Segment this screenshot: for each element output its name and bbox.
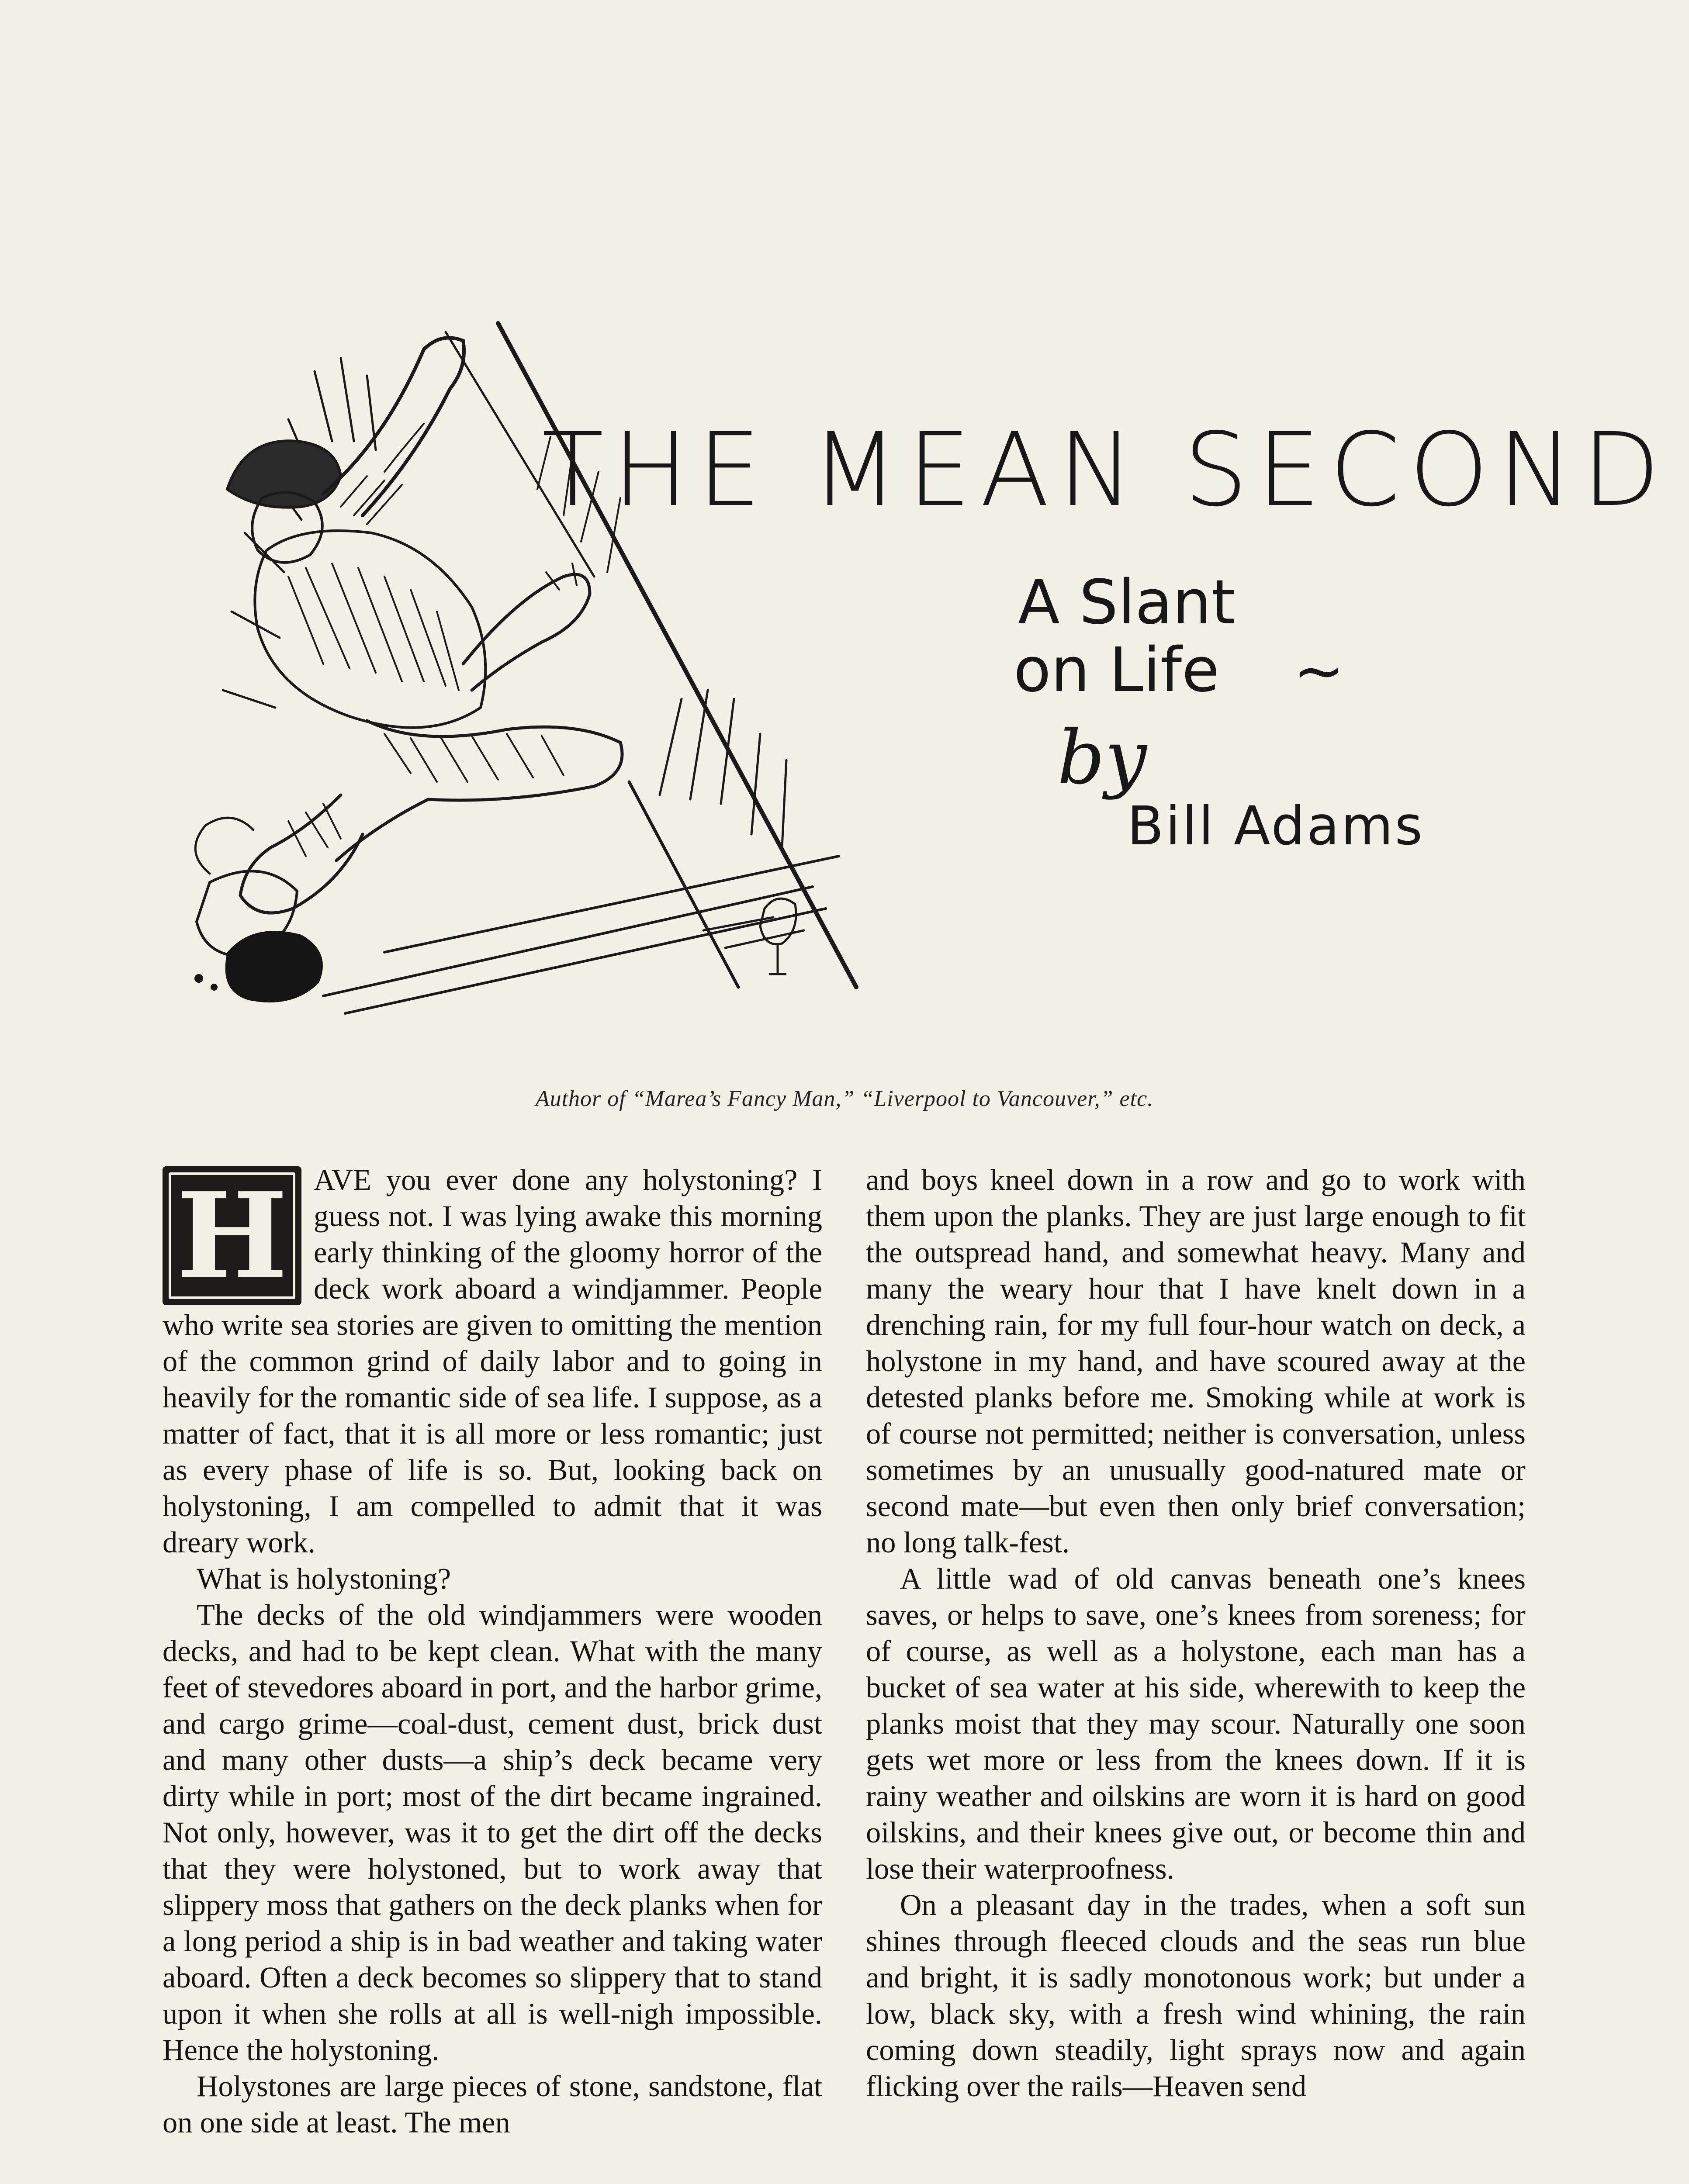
left-column: [163, 1162, 822, 2141]
subtitle-ornament: ~: [1293, 636, 1345, 707]
paragraph: What is holystoning?: [197, 1562, 451, 1595]
paragraph: On a pleasant day in the trades, when a soft sun shines through fleeced clouds and the seas run blue and bright, it is sadly monotonous work; but under a low, black sky, with a fresh wind whining, the rain coming down steadily, light sprays now and again flicking over the rails—Heaven send: [866, 1888, 1526, 2103]
subtitle-line-2: on Life: [1014, 635, 1220, 706]
right-column: [866, 1162, 1526, 2105]
drop-cap-letter: H: [176, 1166, 288, 1305]
subtitle-line-1: A Slant: [1018, 567, 1236, 638]
paragraph: A little wad of old canvas beneath one’s knees saves, or helps to save, one’s knees from soreness; for of course, as well as a holystone, each man has a bucket of sea water at his side, wherewith to keep the planks moist that they may scour. Naturally one soon gets wet more or less from the knees down. If it is rainy weather and oilskins are worn it is hard on good oilskins, and their knees give out, or become thin and lose their waterproofness.: [866, 1562, 1526, 1885]
article-title: THE MEAN SECOND: [542, 411, 1669, 529]
title-block: [542, 411, 1669, 913]
byline-by: by: [1057, 715, 1147, 801]
author-credits: Author of “Marea’s Fancy Man,” “Liverpool to Vancouver,” etc.: [535, 1086, 1154, 1111]
paragraph: and boys kneel down in a row and go to work with them upon the planks. They are just large enough to fit the outspread hand, and somewhat heavy. Many and many the weary hour that I have knelt down in a drenching rain, for my full four-hour watch on deck, a holystone in my hand, and have scoured away at the detested planks before me. Smoking while at work is of course not permitted; neither is conversation, unless sometimes by an unusually good-natured mate or second mate—but even then only brief conversation; no long talk-fest.: [866, 1163, 1526, 1559]
byline-author: Bill Adams: [1127, 795, 1425, 857]
paragraph: Holystones are large pieces of stone, sandstone, flat on one side at least. The men: [163, 2070, 822, 2139]
drop-cap: [163, 1166, 301, 1305]
paragraph: The decks of the old windjammers were wooden decks, and had to be kept clean. What with the many feet of stevedores aboard in port, and the harbor grime, and cargo grime—coal-dust, cement dust, brick dust and many other dusts—a ship’s deck became very dirty while in port; most of the dirt became ingrained. Not only, however, was it to get the dirt off the decks that they were holystoned, but to work away that slippery moss that gathers on the deck planks when for a long period a ship is in bad weather and taking water aboard. Often a deck becomes so slippery that to stand upon it when she rolls at all is well-nigh impossible. Hence the holystoning.: [163, 1598, 822, 2067]
paragraph: AVE you ever done any holystoning? I guess not. I was lying awake this morning early thinking of the gloomy horror of the deck work aboard a windjammer. People who write sea stories are given to omitting the mention of the common grind of daily labor and to going in heavily for the romantic side of sea life. I suppose, as a matter of fact, that it is all more or less romantic; just as every phase of life is so. But, looking back on holystoning, I am compelled to admit that it was dreary work.: [163, 1163, 822, 1559]
